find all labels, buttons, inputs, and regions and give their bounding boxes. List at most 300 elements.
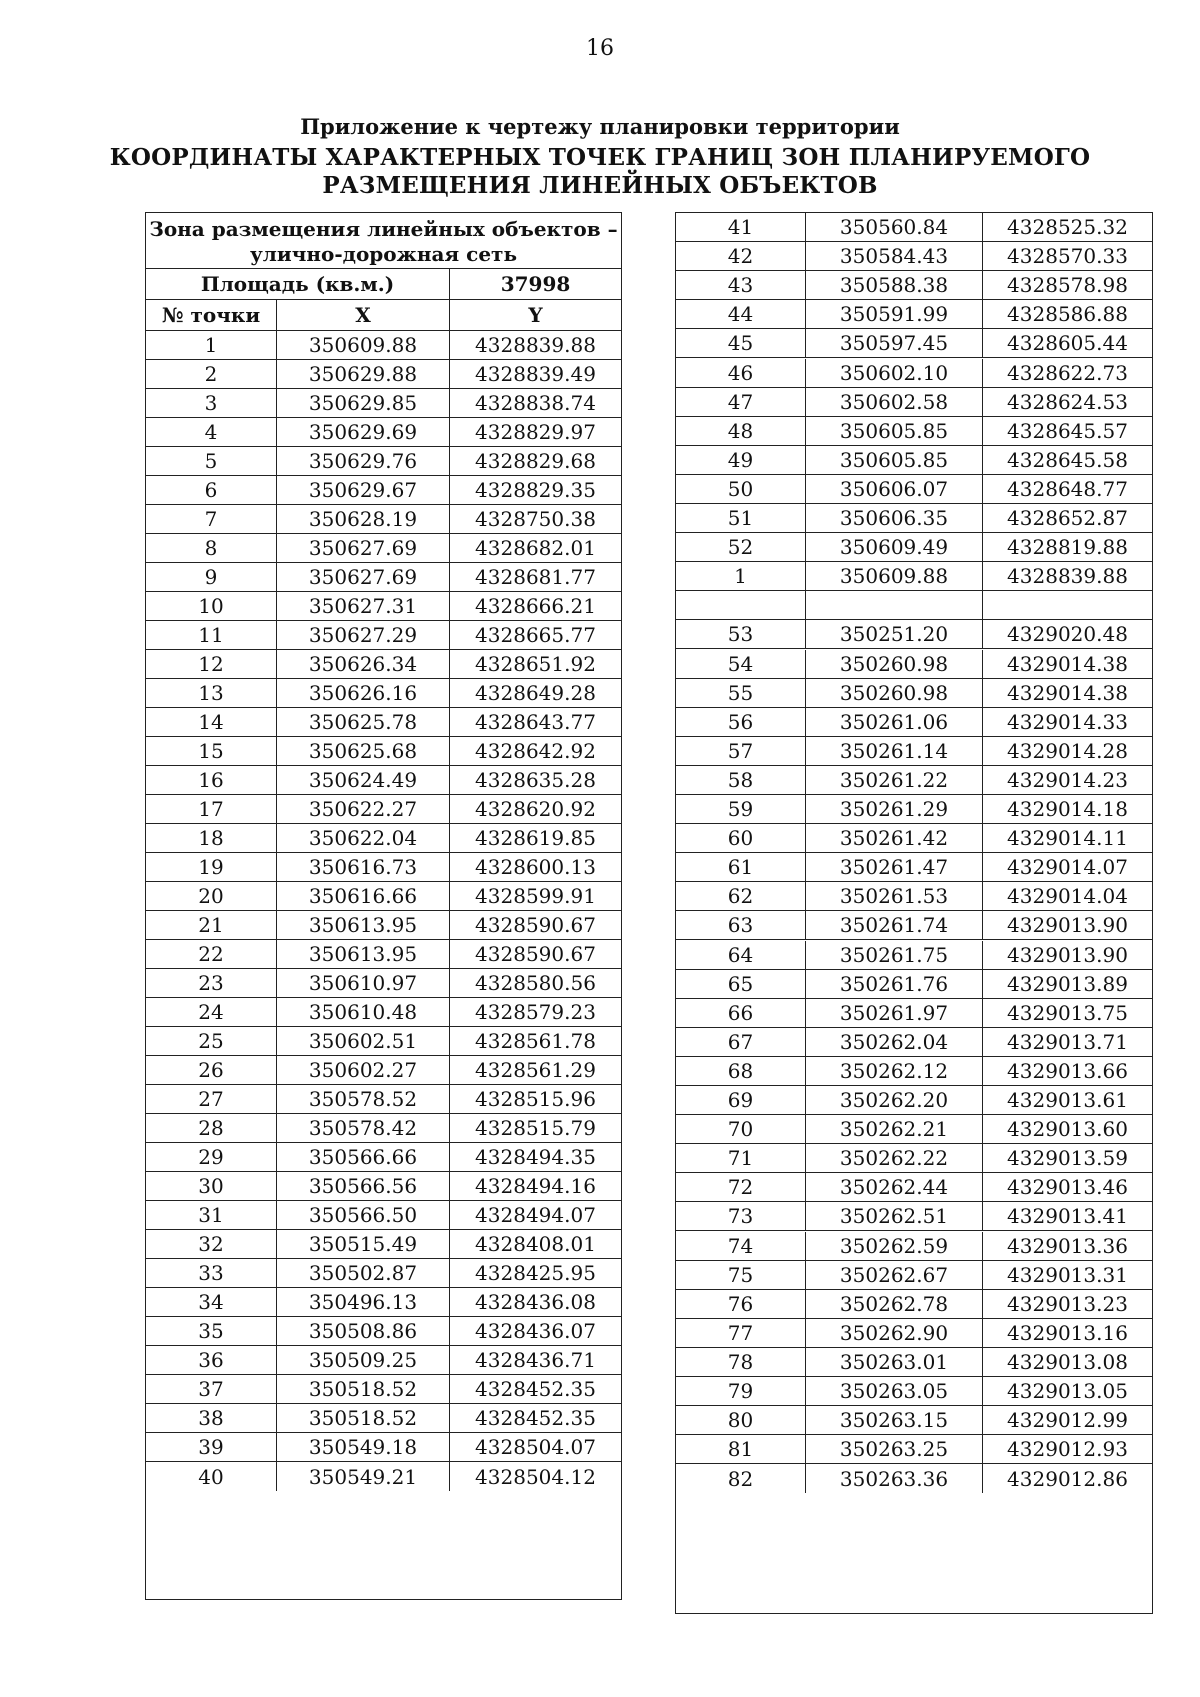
x-coordinate-cell: 350597.45 bbox=[805, 329, 982, 357]
table-row bbox=[146, 824, 621, 853]
x-coordinate-cell: 350261.14 bbox=[805, 737, 982, 765]
y-coordinate-cell: 4329014.38 bbox=[982, 650, 1152, 678]
point-number-cell: 62 bbox=[727, 884, 754, 909]
point-number-cell: 57 bbox=[727, 738, 754, 763]
point-number-cell: 33 bbox=[198, 1261, 224, 1285]
x-coordinate-cell: 350627.69 bbox=[276, 563, 449, 591]
table-row bbox=[676, 533, 1152, 562]
y-coordinate-cell: 4328666.21 bbox=[449, 592, 621, 620]
x-coordinate-cell: 350629.85 bbox=[276, 389, 449, 417]
point-number-cell: 71 bbox=[727, 1146, 754, 1171]
x-coordinate-cell: 350262.51 bbox=[805, 1202, 982, 1230]
y-coordinate-cell: 4328425.95 bbox=[449, 1259, 621, 1287]
y-coordinate-cell: 4328570.33 bbox=[982, 242, 1152, 270]
table-row bbox=[676, 1057, 1152, 1086]
x-coordinate-cell: 350627.69 bbox=[276, 534, 449, 562]
point-number-cell: 42 bbox=[727, 244, 754, 269]
x-coordinate-cell: 350262.67 bbox=[805, 1261, 982, 1289]
table-row bbox=[676, 1435, 1152, 1464]
table-row bbox=[676, 970, 1152, 999]
table-row bbox=[676, 824, 1152, 853]
point-number-cell: 69 bbox=[727, 1088, 754, 1113]
x-coordinate-cell: 350560.84 bbox=[805, 213, 982, 241]
y-coordinate-cell: 4328649.28 bbox=[449, 679, 621, 707]
y-coordinate-cell: 4329014.28 bbox=[982, 737, 1152, 765]
y-coordinate-cell: 4329012.93 bbox=[982, 1435, 1152, 1463]
x-coordinate-cell: 350549.18 bbox=[276, 1433, 449, 1461]
column-header-row bbox=[146, 300, 621, 331]
table-row bbox=[146, 418, 621, 447]
y-coordinate-cell: 4329013.89 bbox=[982, 970, 1152, 998]
table-row bbox=[146, 1317, 621, 1346]
table-row bbox=[676, 911, 1152, 940]
table-row bbox=[146, 1056, 621, 1085]
x-coordinate-cell: 350496.13 bbox=[276, 1288, 449, 1316]
x-coordinate-cell: 350261.53 bbox=[805, 882, 982, 910]
x-coordinate-cell: 350591.99 bbox=[805, 300, 982, 328]
x-coordinate-cell: 350605.85 bbox=[805, 446, 982, 474]
y-coordinate-cell: 4329013.08 bbox=[982, 1348, 1152, 1376]
point-number-cell: 73 bbox=[727, 1204, 754, 1229]
table-row bbox=[676, 1261, 1152, 1290]
x-coordinate-cell: 350616.66 bbox=[276, 882, 449, 910]
y-coordinate-cell: 4329012.86 bbox=[982, 1464, 1152, 1493]
y-coordinate-cell: 4328504.12 bbox=[449, 1462, 621, 1491]
table-row bbox=[146, 534, 621, 563]
table-row bbox=[676, 446, 1152, 475]
zone-header bbox=[146, 213, 621, 269]
y-coordinate-cell: 4328750.38 bbox=[449, 505, 621, 533]
y-coordinate-cell: 4328635.28 bbox=[449, 766, 621, 794]
table-row bbox=[146, 1462, 621, 1491]
table-row bbox=[146, 1230, 621, 1259]
x-coordinate-cell: 350629.88 bbox=[276, 360, 449, 388]
x-coordinate-cell: 350566.66 bbox=[276, 1143, 449, 1171]
table-row bbox=[146, 911, 621, 940]
document-subtitle: Приложение к чертежу планировки территории bbox=[300, 114, 900, 139]
table-row bbox=[676, 417, 1152, 446]
y-coordinate-cell: 4328622.73 bbox=[982, 359, 1152, 387]
table-row bbox=[146, 331, 621, 360]
y-coordinate-cell: 4329013.36 bbox=[982, 1232, 1152, 1260]
y-coordinate-cell: 4328494.35 bbox=[449, 1143, 621, 1171]
y-coordinate-cell: 4328652.87 bbox=[982, 504, 1152, 532]
x-coordinate-cell: 350251.20 bbox=[805, 620, 982, 648]
point-number-cell: 6 bbox=[204, 478, 218, 502]
point-number-cell: 35 bbox=[198, 1319, 224, 1343]
point-number-cell: 76 bbox=[727, 1291, 754, 1316]
point-number-cell: 40 bbox=[198, 1464, 224, 1489]
y-coordinate-cell: 4328436.71 bbox=[449, 1346, 621, 1374]
point-number-cell: 14 bbox=[198, 710, 224, 734]
point-number-cell: 4 bbox=[204, 420, 218, 444]
table-row bbox=[676, 1348, 1152, 1377]
y-coordinate-cell: 4329014.18 bbox=[982, 795, 1152, 823]
y-coordinate-cell: 4328525.32 bbox=[982, 213, 1152, 241]
x-coordinate-cell: 350610.48 bbox=[276, 998, 449, 1026]
y-coordinate-cell: 4329013.75 bbox=[982, 999, 1152, 1027]
y-coordinate-cell: 4328648.77 bbox=[982, 475, 1152, 503]
point-number-cell: 60 bbox=[727, 826, 754, 851]
y-coordinate-cell: 4329013.16 bbox=[982, 1319, 1152, 1347]
point-number-cell: 22 bbox=[198, 942, 224, 966]
x-coordinate-cell: 350578.52 bbox=[276, 1085, 449, 1113]
point-number-cell: 8 bbox=[204, 536, 218, 560]
y-coordinate-cell: 4328682.01 bbox=[449, 534, 621, 562]
table-row bbox=[676, 1144, 1152, 1173]
x-coordinate-cell: 350260.98 bbox=[805, 650, 982, 678]
zone-name-line-2: улично-дорожная сеть bbox=[249, 242, 518, 266]
table-row bbox=[676, 1406, 1152, 1435]
y-coordinate-cell: 4329020.48 bbox=[982, 620, 1152, 648]
point-number-cell: 67 bbox=[727, 1029, 754, 1054]
y-coordinate-cell: 4328590.67 bbox=[449, 940, 621, 968]
x-coordinate-cell: 350616.73 bbox=[276, 853, 449, 881]
y-coordinate-cell: 4328829.68 bbox=[449, 447, 621, 475]
table-row bbox=[146, 969, 621, 998]
point-number-cell: 32 bbox=[198, 1232, 224, 1256]
table-row bbox=[676, 1202, 1152, 1231]
table-row bbox=[146, 1085, 621, 1114]
table-row bbox=[676, 650, 1152, 679]
table-row bbox=[146, 650, 621, 679]
y-coordinate-cell: 4328586.88 bbox=[982, 300, 1152, 328]
table-row bbox=[676, 1464, 1152, 1493]
page-number: 16 bbox=[586, 36, 614, 61]
x-coordinate-cell: 350602.10 bbox=[805, 359, 982, 387]
y-coordinate-cell: 4329013.90 bbox=[982, 941, 1152, 969]
x-coordinate-cell: 350262.44 bbox=[805, 1173, 982, 1201]
y-coordinate-cell: 4329014.23 bbox=[982, 766, 1152, 794]
y-coordinate-cell: 4329013.59 bbox=[982, 1144, 1152, 1172]
x-coordinate-cell: 350627.29 bbox=[276, 621, 449, 649]
x-coordinate-cell: 350602.58 bbox=[805, 388, 982, 416]
point-number-cell: 81 bbox=[727, 1437, 754, 1462]
y-coordinate-cell: 4328829.35 bbox=[449, 476, 621, 504]
y-coordinate-cell: 4328619.85 bbox=[449, 824, 621, 852]
table-row bbox=[146, 1404, 621, 1433]
table-row bbox=[676, 300, 1152, 329]
point-number-cell: 31 bbox=[198, 1203, 224, 1227]
coordinates-table-right bbox=[675, 212, 1153, 1614]
point-number-cell: 48 bbox=[727, 418, 754, 443]
x-coordinate-cell: 350622.27 bbox=[276, 795, 449, 823]
point-number-cell: 54 bbox=[727, 651, 754, 676]
table-row bbox=[146, 447, 621, 476]
x-coordinate-cell: 350602.27 bbox=[276, 1056, 449, 1084]
y-coordinate-cell: 4329013.46 bbox=[982, 1173, 1152, 1201]
y-coordinate-cell: 4328561.78 bbox=[449, 1027, 621, 1055]
x-coordinate-cell: 350263.05 bbox=[805, 1377, 982, 1405]
x-coordinate-cell: 350609.88 bbox=[805, 562, 982, 590]
y-coordinate-cell: 4329013.41 bbox=[982, 1202, 1152, 1230]
area-value: 37998 bbox=[449, 269, 621, 299]
point-number-cell: 3 bbox=[204, 391, 218, 415]
table-row bbox=[676, 737, 1152, 766]
x-coordinate-cell: 350609.49 bbox=[805, 533, 982, 561]
table-row bbox=[146, 940, 621, 969]
y-coordinate-cell: 4329013.90 bbox=[982, 911, 1152, 939]
y-coordinate-cell: 4329013.31 bbox=[982, 1261, 1152, 1289]
table-row bbox=[146, 1433, 621, 1462]
table-row bbox=[676, 1377, 1152, 1406]
x-coordinate-cell: 350613.95 bbox=[276, 940, 449, 968]
point-number-cell: 74 bbox=[727, 1233, 754, 1258]
y-coordinate-cell: 4328515.79 bbox=[449, 1114, 621, 1142]
point-number-cell: 56 bbox=[727, 709, 754, 734]
y-coordinate-cell: 4329014.11 bbox=[982, 824, 1152, 852]
point-number-cell: 65 bbox=[727, 971, 754, 996]
x-coordinate-cell: 350509.25 bbox=[276, 1346, 449, 1374]
table-row bbox=[676, 1086, 1152, 1115]
y-coordinate-cell: 4329012.99 bbox=[982, 1406, 1152, 1434]
table-row bbox=[146, 766, 621, 795]
y-coordinate-cell: 4328590.67 bbox=[449, 911, 621, 939]
y-coordinate-cell: 4329013.71 bbox=[982, 1028, 1152, 1056]
table-row bbox=[676, 882, 1152, 911]
x-coordinate-cell: 350518.52 bbox=[276, 1375, 449, 1403]
area-row bbox=[146, 269, 621, 300]
table-row bbox=[676, 941, 1152, 970]
y-coordinate-cell: 4328580.56 bbox=[449, 969, 621, 997]
y-coordinate-cell: 4328605.44 bbox=[982, 329, 1152, 357]
x-coordinate-cell: 350262.12 bbox=[805, 1057, 982, 1085]
point-number-cell: 39 bbox=[198, 1435, 224, 1459]
x-coordinate-cell: 350262.21 bbox=[805, 1115, 982, 1143]
x-coordinate-cell: 350263.01 bbox=[805, 1348, 982, 1376]
y-coordinate-cell: 4328452.35 bbox=[449, 1375, 621, 1403]
y-coordinate-cell: 4328578.98 bbox=[982, 271, 1152, 299]
y-coordinate-cell: 4328452.35 bbox=[449, 1404, 621, 1432]
y-coordinate-cell: 4328645.57 bbox=[982, 417, 1152, 445]
x-coordinate-cell: 350261.29 bbox=[805, 795, 982, 823]
x-coordinate-cell: 350260.98 bbox=[805, 679, 982, 707]
table-row bbox=[146, 360, 621, 389]
table-row bbox=[146, 1143, 621, 1172]
point-number-cell: 11 bbox=[198, 623, 224, 647]
point-number-cell: 23 bbox=[198, 971, 224, 995]
table-row bbox=[146, 1201, 621, 1230]
table-row bbox=[676, 591, 1152, 620]
y-coordinate-cell: 4328838.74 bbox=[449, 389, 621, 417]
point-number-cell: 43 bbox=[727, 273, 754, 298]
x-coordinate-cell: 350502.87 bbox=[276, 1259, 449, 1287]
table-row bbox=[146, 737, 621, 766]
table-row bbox=[676, 1290, 1152, 1319]
x-coordinate-cell: 350626.16 bbox=[276, 679, 449, 707]
table-row bbox=[676, 766, 1152, 795]
table-row bbox=[146, 505, 621, 534]
point-number-cell: 7 bbox=[204, 507, 218, 531]
point-number-cell: 15 bbox=[198, 739, 224, 763]
x-coordinate-cell: 350629.67 bbox=[276, 476, 449, 504]
document-title-line-1: КООРДИНАТЫ ХАРАКТЕРНЫХ ТОЧЕК ГРАНИЦ ЗОН ПЛАНИРУЕМОГО bbox=[109, 144, 1091, 171]
x-coordinate-cell: 350606.35 bbox=[805, 504, 982, 532]
x-coordinate-cell: 350261.74 bbox=[805, 911, 982, 939]
table-row bbox=[146, 389, 621, 418]
y-coordinate-cell: 4329013.61 bbox=[982, 1086, 1152, 1114]
y-coordinate-cell: 4329013.60 bbox=[982, 1115, 1152, 1143]
point-number-cell: 24 bbox=[198, 1000, 224, 1024]
y-coordinate-cell: 4328819.88 bbox=[982, 533, 1152, 561]
table-row bbox=[676, 504, 1152, 533]
column-header-x: X bbox=[276, 300, 449, 330]
y-coordinate-cell: 4329013.66 bbox=[982, 1057, 1152, 1085]
x-coordinate-cell: 350625.68 bbox=[276, 737, 449, 765]
table-row bbox=[676, 1173, 1152, 1202]
point-number-cell: 80 bbox=[727, 1408, 754, 1433]
y-coordinate-cell: 4329013.05 bbox=[982, 1377, 1152, 1405]
x-coordinate-cell: 350549.21 bbox=[276, 1462, 449, 1491]
point-number-cell: 29 bbox=[198, 1145, 224, 1169]
table-row bbox=[676, 708, 1152, 737]
point-number-cell: 53 bbox=[727, 622, 754, 647]
point-number-cell: 13 bbox=[198, 681, 224, 705]
y-coordinate-cell: 4328643.77 bbox=[449, 708, 621, 736]
point-number-cell: 5 bbox=[204, 449, 218, 473]
table-row bbox=[146, 679, 621, 708]
y-coordinate-cell: 4329014.33 bbox=[982, 708, 1152, 736]
x-coordinate-cell: 350629.76 bbox=[276, 447, 449, 475]
table-row bbox=[676, 242, 1152, 271]
point-number-cell: 78 bbox=[727, 1349, 754, 1374]
column-header-point: № точки bbox=[161, 303, 261, 327]
point-number-cell: 68 bbox=[727, 1058, 754, 1083]
y-coordinate-cell: 4328579.23 bbox=[449, 998, 621, 1026]
point-number-cell: 59 bbox=[727, 797, 754, 822]
table-row bbox=[676, 1028, 1152, 1057]
table-row bbox=[146, 1288, 621, 1317]
table-row bbox=[146, 1259, 621, 1288]
table-row bbox=[676, 388, 1152, 417]
point-number-cell: 25 bbox=[198, 1029, 224, 1053]
point-number-cell: 17 bbox=[198, 797, 224, 821]
y-coordinate-cell: 4328620.92 bbox=[449, 795, 621, 823]
x-coordinate-cell: 350588.38 bbox=[805, 271, 982, 299]
table-row bbox=[146, 853, 621, 882]
x-coordinate-cell: 350606.07 bbox=[805, 475, 982, 503]
table-row bbox=[146, 563, 621, 592]
point-number-cell: 47 bbox=[727, 389, 754, 414]
point-number-cell: 27 bbox=[198, 1087, 224, 1111]
x-coordinate-cell: 350626.34 bbox=[276, 650, 449, 678]
x-coordinate-cell: 350261.75 bbox=[805, 941, 982, 969]
x-coordinate-cell: 350262.22 bbox=[805, 1144, 982, 1172]
point-number-cell: 64 bbox=[727, 942, 754, 967]
x-coordinate-cell: 350566.56 bbox=[276, 1172, 449, 1200]
table-row bbox=[676, 853, 1152, 882]
point-number-cell: 41 bbox=[727, 215, 754, 240]
x-coordinate-cell: 350515.49 bbox=[276, 1230, 449, 1258]
x-coordinate-cell: 350622.04 bbox=[276, 824, 449, 852]
x-coordinate-cell: 350263.25 bbox=[805, 1435, 982, 1463]
y-coordinate-cell: 4328599.91 bbox=[449, 882, 621, 910]
point-number-cell: 55 bbox=[727, 680, 754, 705]
table-row bbox=[676, 329, 1152, 358]
table-row bbox=[676, 213, 1152, 242]
x-coordinate-cell: 350508.86 bbox=[276, 1317, 449, 1345]
y-coordinate-cell: 4328642.92 bbox=[449, 737, 621, 765]
y-coordinate-cell: 4328561.29 bbox=[449, 1056, 621, 1084]
y-coordinate-cell: 4328839.88 bbox=[982, 562, 1152, 590]
table-row bbox=[146, 1172, 621, 1201]
point-number-cell: 51 bbox=[727, 506, 754, 531]
table-row bbox=[676, 1232, 1152, 1261]
point-number-cell: 30 bbox=[198, 1174, 224, 1198]
table-row bbox=[676, 795, 1152, 824]
y-coordinate-cell: 4328624.53 bbox=[982, 388, 1152, 416]
x-coordinate-cell: 350262.20 bbox=[805, 1086, 982, 1114]
area-label: Площадь (кв.м.) bbox=[200, 272, 395, 296]
table-row bbox=[146, 621, 621, 650]
point-number-cell: 2 bbox=[204, 362, 218, 386]
x-coordinate-cell: 350263.15 bbox=[805, 1406, 982, 1434]
y-coordinate-cell: 4328436.08 bbox=[449, 1288, 621, 1316]
x-coordinate-cell: 350261.47 bbox=[805, 853, 982, 881]
table-row bbox=[146, 1346, 621, 1375]
y-coordinate-cell: 4328839.49 bbox=[449, 360, 621, 388]
x-coordinate-cell: 350628.19 bbox=[276, 505, 449, 533]
y-coordinate-cell: 4328504.07 bbox=[449, 1433, 621, 1461]
table-row bbox=[146, 795, 621, 824]
point-number-cell: 16 bbox=[198, 768, 224, 792]
y-coordinate-cell: 4328839.88 bbox=[449, 331, 621, 359]
point-number-cell: 72 bbox=[727, 1175, 754, 1200]
table-row bbox=[676, 620, 1152, 649]
point-number-cell: 49 bbox=[727, 447, 754, 472]
x-coordinate-cell: 350262.04 bbox=[805, 1028, 982, 1056]
point-number-cell: 21 bbox=[198, 913, 224, 937]
point-number-cell: 20 bbox=[198, 884, 224, 908]
point-number-cell: 61 bbox=[727, 855, 754, 880]
x-coordinate-cell: 350584.43 bbox=[805, 242, 982, 270]
table-row bbox=[146, 476, 621, 505]
y-coordinate-cell: 4328408.01 bbox=[449, 1230, 621, 1258]
y-coordinate-cell: 4329014.38 bbox=[982, 679, 1152, 707]
point-number-cell: 10 bbox=[198, 594, 224, 618]
point-number-cell: 37 bbox=[198, 1377, 224, 1401]
table-row bbox=[676, 999, 1152, 1028]
point-number-cell: 77 bbox=[727, 1320, 754, 1345]
point-number-cell: 12 bbox=[198, 652, 224, 676]
x-coordinate-cell: 350625.78 bbox=[276, 708, 449, 736]
x-coordinate-cell: 350261.97 bbox=[805, 999, 982, 1027]
y-coordinate-cell: 4328600.13 bbox=[449, 853, 621, 881]
coordinates-table-left bbox=[145, 212, 622, 1600]
x-coordinate-cell: 350610.97 bbox=[276, 969, 449, 997]
point-number-cell: 50 bbox=[727, 476, 754, 501]
x-coordinate-cell: 350566.50 bbox=[276, 1201, 449, 1229]
point-number-cell: 58 bbox=[727, 767, 754, 792]
table-row bbox=[146, 592, 621, 621]
point-number-cell: 75 bbox=[727, 1262, 754, 1287]
x-coordinate-cell: 350627.31 bbox=[276, 592, 449, 620]
y-coordinate-cell: 4328494.07 bbox=[449, 1201, 621, 1229]
x-coordinate-cell bbox=[805, 591, 982, 619]
x-coordinate-cell: 350261.76 bbox=[805, 970, 982, 998]
x-coordinate-cell: 350518.52 bbox=[276, 1404, 449, 1432]
x-coordinate-cell: 350578.42 bbox=[276, 1114, 449, 1142]
point-number-cell bbox=[676, 591, 805, 619]
point-number-cell: 34 bbox=[198, 1290, 224, 1314]
table-row bbox=[146, 998, 621, 1027]
y-coordinate-cell: 4329013.23 bbox=[982, 1290, 1152, 1318]
y-coordinate-cell: 4328515.96 bbox=[449, 1085, 621, 1113]
table-row bbox=[676, 1115, 1152, 1144]
table-row bbox=[676, 562, 1152, 591]
x-coordinate-cell: 350262.90 bbox=[805, 1319, 982, 1347]
point-number-cell: 26 bbox=[198, 1058, 224, 1082]
